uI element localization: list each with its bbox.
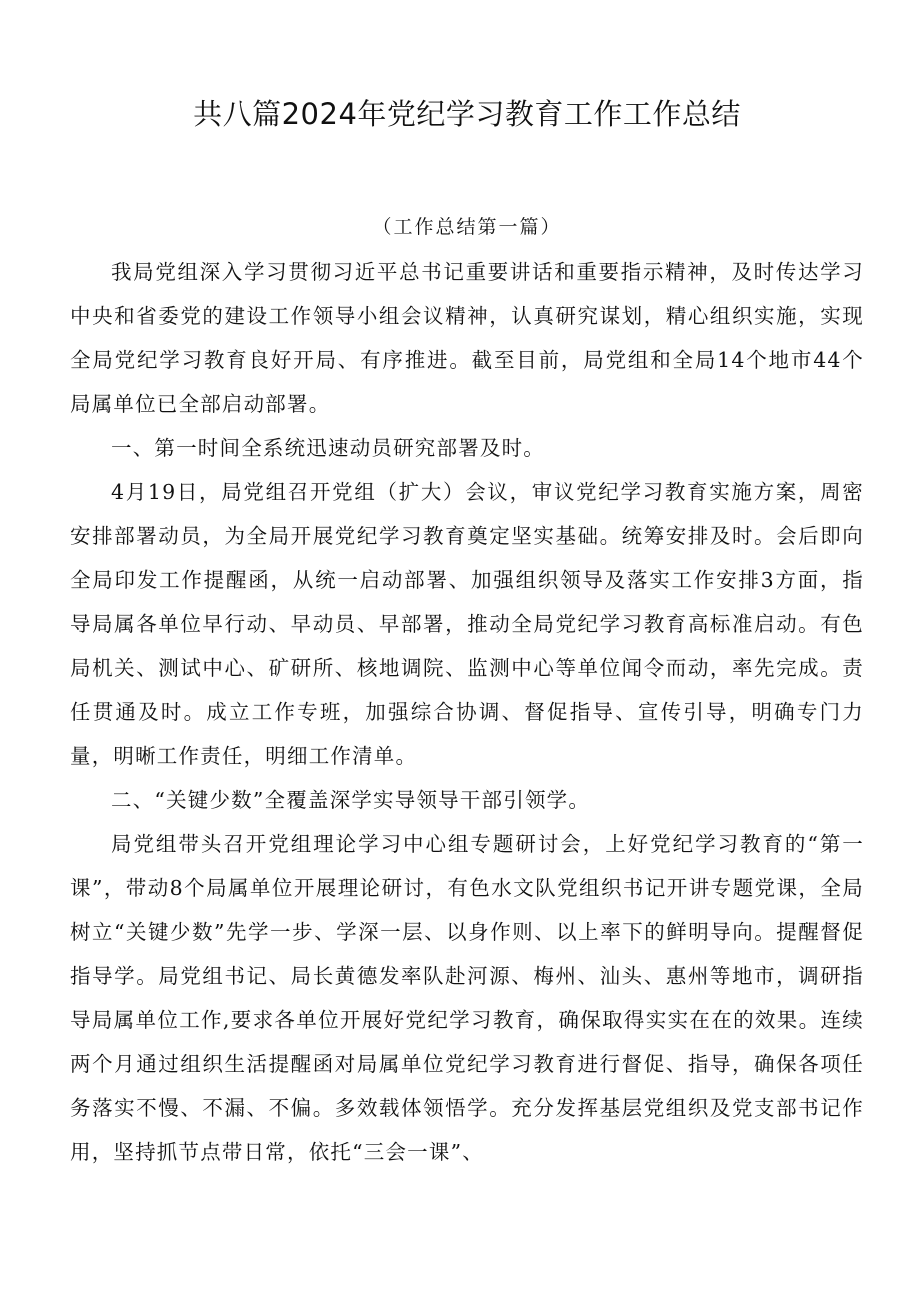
document-subtitle: （工作总结第一篇） <box>372 216 562 238</box>
paragraph-section-1: 4月19日，局党组召开党组（扩大）会议，审议党纪学习教育实施方案，周密安排部署动员，为全局开展党纪学习教育奠定坚实基础。统筹安排及时。会后即向全局印发工作提醒函，从统一启动部署、加强组织领导及落实工作安排3方面，指导局属各单位早行动、早动员、早部署，推动全局党纪学习教育高标准启动。有色局机关、测试中心、矿研所、核地调院、监测中心等单位闻令而动，率先完成。责任贯通及时。成立工作专班，加强综合协调、督促指导、宣传引导，明确专门力量，明晰工作责任，明细工作清单。 <box>70 480 864 768</box>
paragraph-intro: 我局党组深入学习贯彻习近平总书记重要讲话和重要指示精神，及时传达学习中央和省委党的建设工作领导小组会议精神，认真研究谋划，精心组织实施，实现全局党纪学习教育良好开局、有序推进。截至目前，局党组和全局14个地市44个局属单位已全部启动部署。 <box>70 260 864 416</box>
section-heading-2: 二、“关键少数”全覆盖深学实导领导干部引领学。 <box>111 788 591 812</box>
section-heading-1: 一、第一时间全系统迅速动员研究部署及时。 <box>111 436 545 460</box>
document-title: 共八篇2024年党纪学习教育工作工作总结 <box>193 97 741 131</box>
paragraph-section-2: 局党组带头召开党组理论学习中心组专题研讨会，上好党纪学习教育的“第一课”，带动8个局属单位开展理论研讨，有色水文队党组织书记开讲专题党课，全局树立“关键少数”先学一步、学深一层、以身作则、以上率下的鲜明导向。提醒督促指导学。局党组书记、局长黄德发率队赴河源、梅州、汕头、惠州等地市，调研指导局属单位工作,要求各单位开展好党纪学习教育，确保取得实实在在的效果。连续两个月通过组织生活提醒函对局属单位党纪学习教育进行督促、指导，确保各项任务落实不慢、不漏、不偏。多效载体领悟学。充分发挥基层党组织及党支部书记作用，坚持抓节点带日常，依托“三会一课”、 <box>70 832 864 1164</box>
